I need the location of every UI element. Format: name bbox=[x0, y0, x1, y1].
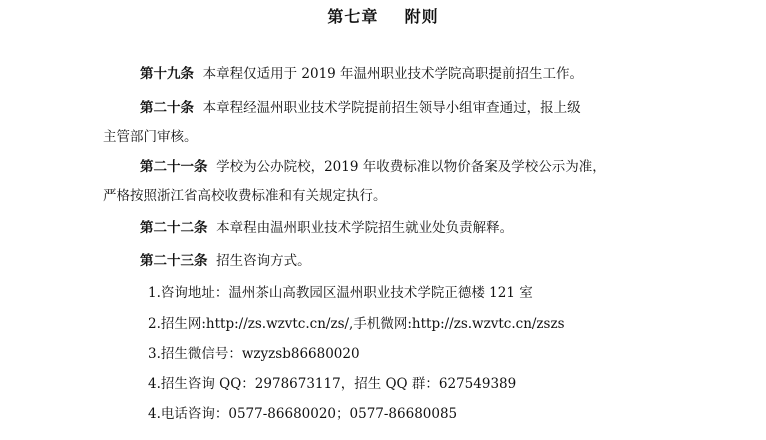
article-text: 本章程由温州职业技术学院招生就业处负责解释。 bbox=[216, 220, 514, 236]
contact-wechat: 3.招生微信号：wzyzsb86680020 bbox=[148, 346, 360, 362]
article-label: 第二十三条 bbox=[140, 253, 208, 269]
article-20 bbox=[140, 98, 581, 118]
chapter-title: 第七章 附则 bbox=[327, 7, 439, 26]
article-label: 第十九条 bbox=[140, 66, 194, 82]
article-label: 第二十条 bbox=[140, 100, 194, 116]
contact-website: 2.招生网:http://zs.wzvtc.cn/zs/,手机微网:http://zs.wzvtc.cn/zszs bbox=[148, 316, 565, 332]
article-label: 第二十一条 bbox=[140, 159, 208, 175]
article-23 bbox=[140, 251, 311, 271]
article-20-continuation: 主管部门审核。 bbox=[103, 129, 198, 145]
article-22 bbox=[140, 218, 513, 238]
contact-phone: 4.电话咨询：0577-86680020；0577-86680085 bbox=[148, 406, 458, 422]
article-text: 本章程经温州职业技术学院提前招生领导小组审查通过，报上级 bbox=[202, 100, 581, 116]
article-21-continuation: 严格按照浙江省高校收费标准和有关规定执行。 bbox=[103, 188, 387, 204]
article-21 bbox=[140, 157, 606, 177]
article-text: 招生咨询方式。 bbox=[216, 253, 311, 269]
contact-qq: 4.招生咨询 QQ：2978673117，招生 QQ 群：627549389 bbox=[148, 376, 517, 392]
article-label: 第二十二条 bbox=[140, 220, 208, 236]
contact-address: 1.咨询地址：温州茶山高教园区温州职业技术学院正德楼 121 室 bbox=[148, 285, 533, 301]
article-19 bbox=[140, 64, 583, 84]
article-text: 本章程仅适用于 2019 年温州职业技术学院高职提前招生工作。 bbox=[202, 66, 584, 82]
article-text: 学校为公办院校，2019 年收费标准以物价备案及学校公示为准， bbox=[216, 159, 606, 175]
